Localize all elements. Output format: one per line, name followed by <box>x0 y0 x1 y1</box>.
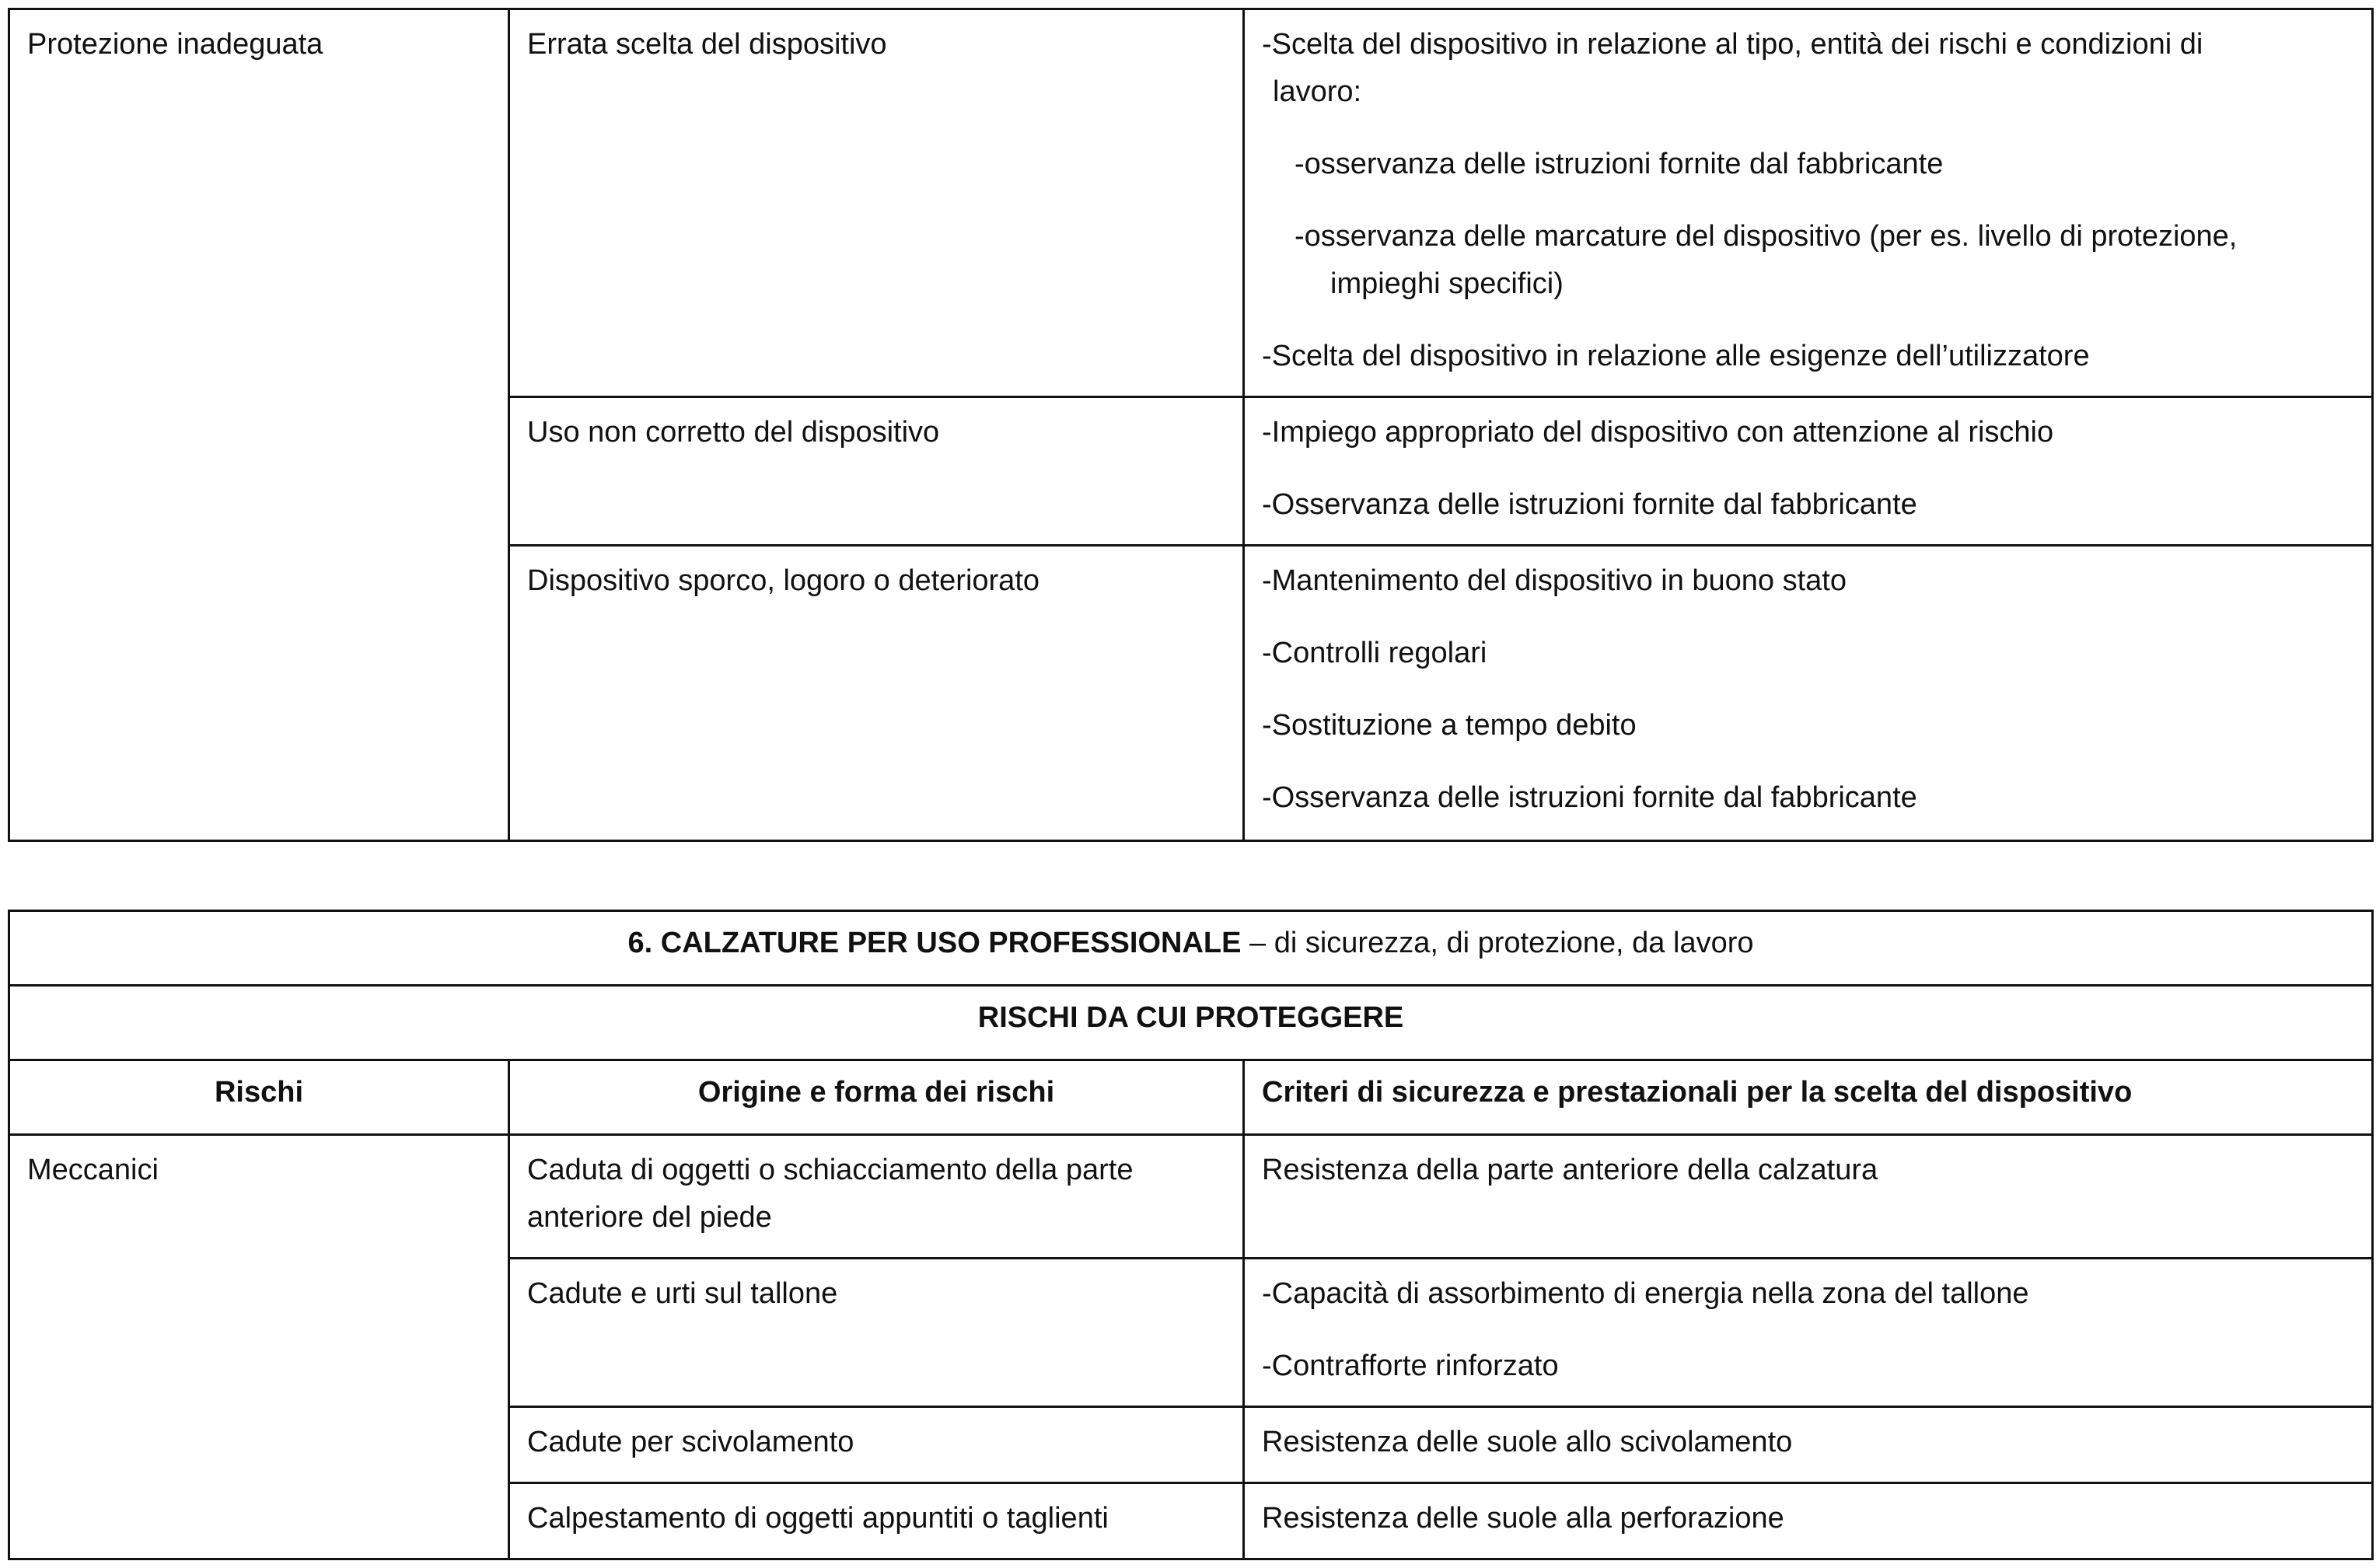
origin-text: Uso non corretto del dispositivo <box>527 416 940 449</box>
header-risks: Rischi <box>9 1060 509 1135</box>
origin-cell <box>509 1259 1244 1407</box>
origin-text: Errata scelta del dispositivo <box>527 28 887 61</box>
criteria-text: -Osservanza delle istruzioni fornite dal fabbricante <box>1262 488 1917 521</box>
origin-text: Cadute per scivolamento <box>527 1426 854 1458</box>
section-heading-row <box>9 986 2373 1060</box>
table-title-bold: 6. CALZATURE PER USO PROFESSIONALE <box>627 927 1242 959</box>
criteria-cell <box>1244 397 2373 546</box>
origin-text: Dispositivo sporco, logoro o deteriorato <box>527 564 1040 597</box>
criteria-text: -Sostituzione a tempo debito <box>1262 709 1637 742</box>
section-heading: RISCHI DA CUI PROTEGGERE <box>9 986 2373 1060</box>
criteria-text: -Scelta del dispositivo in relazione alle esigenze dell’utilizzatore <box>1262 340 2090 372</box>
origin-cell <box>509 397 1244 546</box>
origin-cell <box>509 546 1244 841</box>
criteria-text: -Contrafforte rinforzato <box>1262 1350 1559 1382</box>
criteria-text: Resistenza delle suole alla perforazione <box>1262 1502 1784 1535</box>
risk-cell <box>9 9 509 841</box>
origin-cell <box>509 1407 1244 1483</box>
risk-label: Protezione inadeguata <box>27 28 323 61</box>
origin-text: Cadute e urti sul tallone <box>527 1277 838 1310</box>
criteria-cell <box>1244 546 2373 841</box>
risk-label: Meccanici <box>27 1154 159 1186</box>
origin-cell <box>509 1483 1244 1559</box>
criteria-cell <box>1244 1483 2373 1559</box>
header-criteria: Criteri di sicurezza e prestazionali per la scelta del dispositivo <box>1244 1060 2373 1135</box>
criteria-text: -Controlli regolari <box>1262 637 1487 669</box>
criteria-cell <box>1244 1407 2373 1483</box>
origin-cell <box>509 1135 1244 1259</box>
criteria-text: -Mantenimento del dispositivo in buono stato <box>1262 564 1847 597</box>
criteria-text: -Impiego appropriato del dispositivo con attenzione al rischio <box>1262 416 2054 449</box>
criteria-text: Resistenza delle suole allo scivolamento <box>1262 1426 1793 1458</box>
footwear-table <box>8 910 2374 1560</box>
table-row <box>9 1135 2373 1259</box>
header-origin: Origine e forma dei rischi <box>509 1060 1244 1135</box>
risk-cell <box>9 1135 509 1559</box>
criteria-text: -Capacità di assorbimento di energia nella zona del tallone <box>1262 1277 2029 1310</box>
table-title <box>9 911 2373 986</box>
protection-table <box>8 8 2374 842</box>
criteria-cell <box>1244 1259 2373 1407</box>
criteria-cell <box>1244 9 2373 397</box>
criteria-text: impieghi specifici) <box>1330 267 1564 300</box>
origin-cell <box>509 9 1244 397</box>
table-title-row <box>9 911 2373 986</box>
criteria-text: -Scelta del dispositivo in relazione al tipo, entità dei rischi e condizioni di <box>1262 28 2203 61</box>
criteria-text: lavoro: <box>1273 75 1362 108</box>
table-row <box>9 9 2373 397</box>
criteria-text: -osservanza delle marcature del dispositivo (per es. livello di protezione, <box>1295 220 2238 253</box>
criteria-text: -osservanza delle istruzioni fornite dal fabbricante <box>1295 148 1944 180</box>
criteria-text: -Osservanza delle istruzioni fornite dal fabbricante <box>1262 781 1917 814</box>
table-title-rest: – di sicurezza, di protezione, da lavoro <box>1241 927 1754 959</box>
header-row <box>9 1060 2373 1135</box>
criteria-cell <box>1244 1135 2373 1259</box>
origin-text: Caduta di oggetti o schiacciamento della parte <box>527 1154 1134 1186</box>
origin-text: anteriore del piede <box>527 1201 772 1234</box>
criteria-text: Resistenza della parte anteriore della calzatura <box>1262 1154 1878 1186</box>
origin-text: Calpestamento di oggetti appuntiti o taglienti <box>527 1502 1109 1535</box>
